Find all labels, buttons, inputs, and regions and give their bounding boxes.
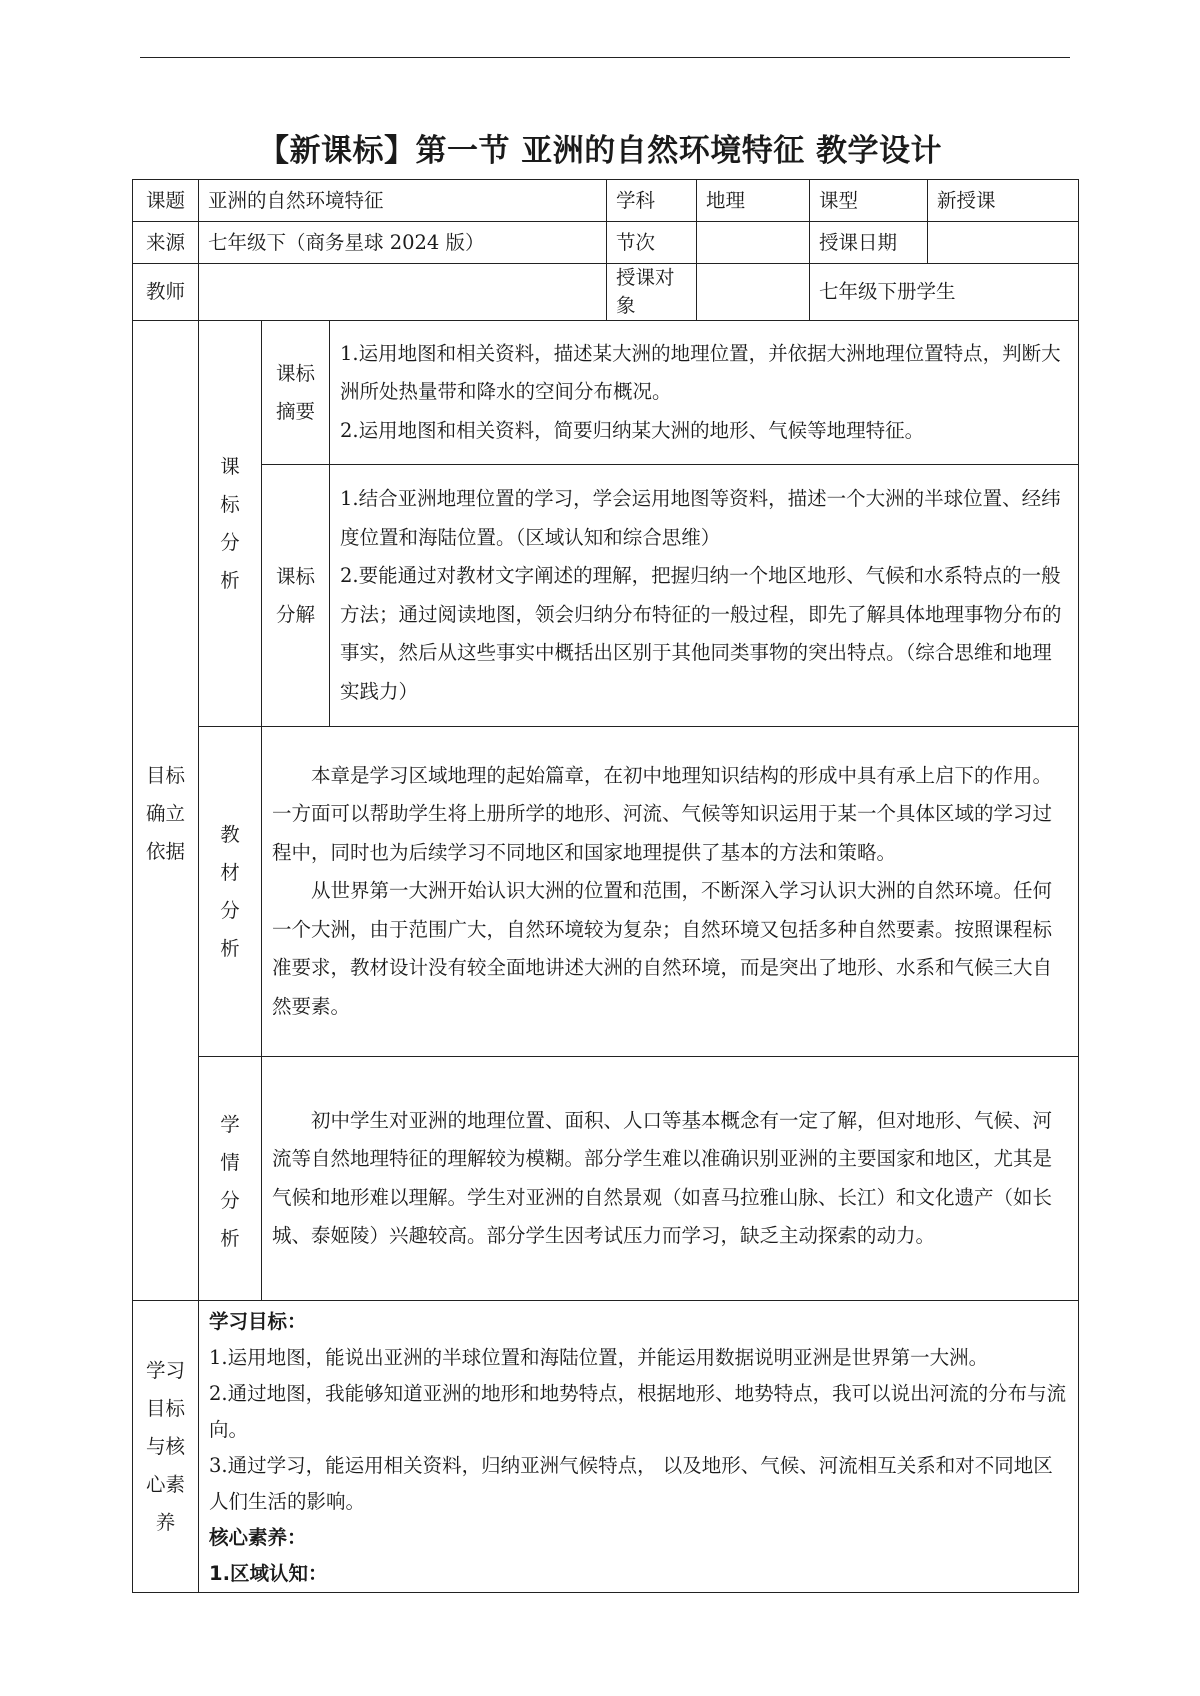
basis-label: 目标确立依据 (145, 763, 185, 863)
date-label: 授课日期 (810, 222, 928, 264)
source-value: 七年级下（商务星球 2024 版） (199, 222, 607, 264)
section-value (697, 222, 810, 264)
curriculum-label: 课标分析 (220, 454, 240, 592)
textbook-paragraph-1: 本章是学习区域地理的起始篇章，在初中地理知识结构的形成中具有承上启下的作用。一方面可以帮助学生将上册所学的地形、河流、气候等知识运用于某一个具体区域的学习过程中，同时也为后续学习不同地区和国家地理提供了基本的方法和策略。 (272, 763, 1053, 864)
date-value (928, 222, 1079, 264)
info-row-3 (133, 264, 1079, 321)
goals-label-cell (133, 1301, 199, 1593)
subject-label: 学科 (607, 180, 697, 222)
curriculum-breakdown-row (133, 465, 1079, 727)
source-label: 来源 (133, 222, 199, 264)
header-rule (140, 57, 1070, 58)
students-label: 学情分析 (220, 1112, 240, 1250)
textbook-label-cell (199, 727, 262, 1057)
summary-content (330, 321, 1079, 465)
audience-spacer (697, 264, 810, 321)
lesson-type-value: 新授课 (928, 180, 1079, 222)
goal-item-2: 2.通过地图，我能够知道亚洲的地形和地势特点，根据地形、地势特点，我可以说出河流的分布与流向。 (209, 1381, 1067, 1441)
students-content (262, 1057, 1079, 1301)
info-row-2 (133, 222, 1079, 264)
breakdown-label-cell (262, 465, 330, 727)
summary-label: 课标摘要 (275, 361, 315, 423)
section-label: 节次 (607, 222, 697, 264)
summary-item-2: 2.运用地图和相关资料，简要归纳某大洲的地形、气候等地理特征。 (340, 418, 925, 442)
core-item-1: 1.区域认知： (209, 1561, 328, 1585)
course-value: 亚洲的自然环境特征 (199, 180, 607, 222)
textbook-label: 教材分析 (220, 822, 240, 960)
textbook-paragraph-2: 从世界第一大洲开始认识大洲的位置和范围，不断深入学习认识大洲的自然环境。任何一个大洲，由于范围广大，自然环境较为复杂；自然环境又包括多种自然要素。按照课程标准要求，教材设计没有较全面地讲述大洲的自然环境，而是突出了地形、水系和气候三大自然要素。 (272, 879, 1053, 1018)
audience-label: 授课对象 (607, 264, 697, 321)
summary-item-1: 1.运用地图和相关资料，描述某大洲的地理位置，并依据大洲地理位置特点，判断大洲所处热量带和降水的空间分布概况。 (340, 341, 1061, 404)
info-row-1 (133, 180, 1079, 222)
document-title: 【新课标】第一节 亚洲的自然环境特征 教学设计 (257, 133, 943, 169)
goal-item-1: 1.运用地图，能说出亚洲的半球位置和海陆位置，并能运用数据说明亚洲是世界第一大洲。 (209, 1345, 989, 1369)
subject-value: 地理 (697, 180, 810, 222)
course-label: 课题 (133, 180, 199, 222)
goals-content (199, 1301, 1079, 1593)
goals-heading: 学习目标： (209, 1309, 307, 1333)
student-analysis-row (133, 1057, 1079, 1301)
textbook-analysis-row (133, 727, 1079, 1057)
curriculum-summary-row (133, 321, 1079, 465)
curriculum-label-cell (199, 321, 262, 727)
goal-item-3: 3.通过学习，能运用相关资料，归纳亚洲气候特点， 以及地形、气候、河流相互关系和对不同地区人们生活的影响。 (209, 1453, 1053, 1513)
breakdown-content (330, 465, 1079, 727)
textbook-content (262, 727, 1079, 1057)
students-label-cell (199, 1057, 262, 1301)
breakdown-item-2: 2.要能通过对教材文字阐述的理解，把握归纳一个地区地形、气候和水系特点的一般方法；通过阅读地图，领会归纳分布特征的一般过程，即先了解具体地理事物分布的事实，然后从这些事实中概括出区别于其他同类事物的突出特点。（综合思维和地理实践力） (340, 564, 1062, 703)
lesson-type-label: 课型 (810, 180, 928, 222)
summary-label-cell (262, 321, 330, 465)
goals-row (133, 1301, 1079, 1593)
teacher-label: 教师 (133, 264, 199, 321)
breakdown-label: 课标分解 (275, 564, 315, 626)
teacher-value (199, 264, 607, 321)
goals-label: 学习目标与核心素养 (145, 1358, 185, 1534)
students-paragraph: 初中学生对亚洲的地理位置、面积、人口等基本概念有一定了解，但对地形、气候、河流等自然地理特征的理解较为模糊。部分学生难以准确识别亚洲的主要国家和地区，尤其是气候和地形难以理解。学生对亚洲的自然景观（如喜马拉雅山脉、长江）和文化遗产（如长城、泰姬陵）兴趣较高。部分学生因考试压力而学习，缺乏主动探索的动力。 (272, 1108, 1053, 1247)
lesson-plan-table (132, 179, 1079, 1593)
audience-value: 七年级下册学生 (810, 264, 1079, 321)
basis-label-cell (133, 321, 199, 1301)
core-heading: 核心素养： (209, 1525, 307, 1549)
breakdown-item-1: 1.结合亚洲地理位置的学习，学会运用地图等资料，描述一个大洲的半球位置、经纬度位置和海陆位置。（区域认知和综合思维） (340, 487, 1061, 549)
